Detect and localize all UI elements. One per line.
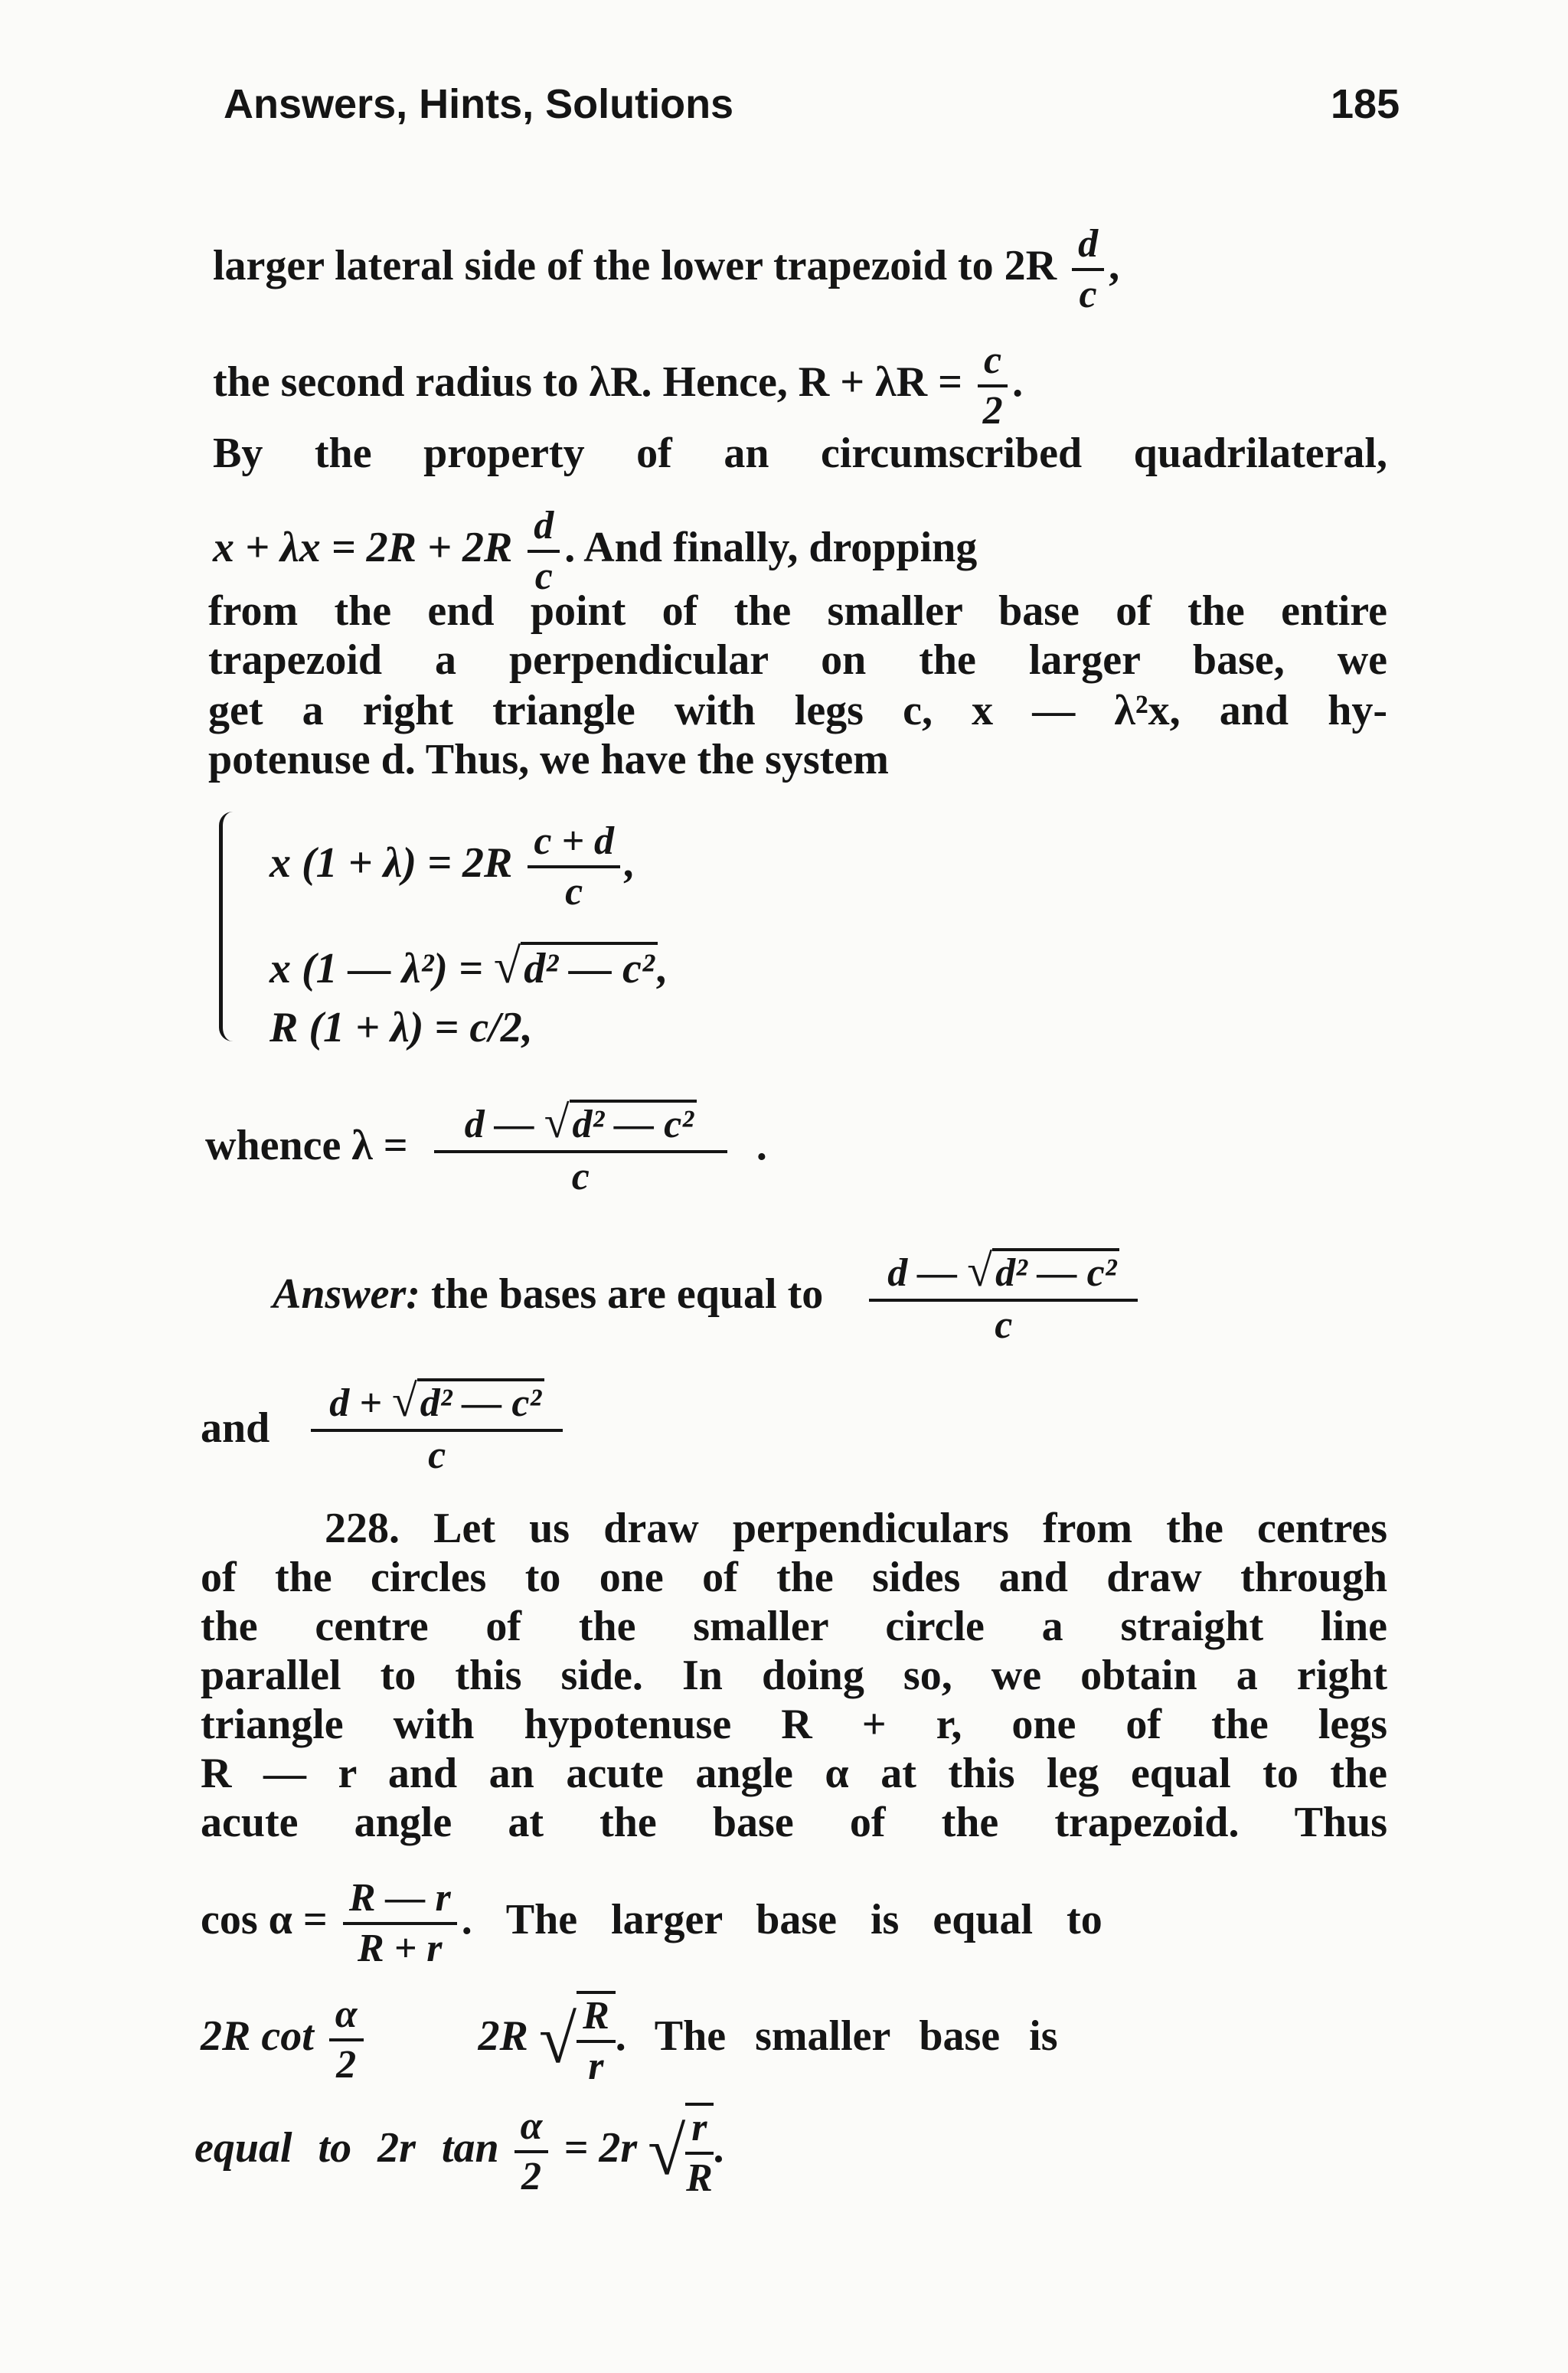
text-line-2: the second radius to λR. Hence, R + λR = $\frac{c}{2}$ .: [213, 338, 1024, 433]
p228-line-4: parallel to this side. In doing so, we obtain a right: [201, 1652, 1387, 1699]
p228-line-2: of the circles to one of the sides and draw through: [201, 1554, 1387, 1601]
running-title: Answers, Hints, Solutions: [224, 81, 734, 127]
fraction-answer-2: $\frac{\text{d + √d² — c²}}{c}$: [311, 1378, 563, 1478]
text-line-1: larger lateral side of the lower trapezoid to 2R $\frac{d}{c}$ ,: [213, 222, 1120, 316]
fraction-answer-1: $\frac{\text{d — √d² — c²}}{c}$: [869, 1248, 1138, 1348]
p228-line-6: R — r and an acute angle α at this leg equal to the: [201, 1750, 1387, 1797]
fraction-lambda: $\frac{\text{d — √d² — c²}}{c}$: [434, 1100, 727, 1199]
fraction-d-over-c-2: $\frac{d}{c}$: [528, 504, 560, 599]
fraction-c-over-2: $\frac{c}{2}$: [978, 338, 1008, 433]
page-number: 185: [1331, 81, 1400, 127]
text-line-6: trapezoid a perpendicular on the larger base, we: [208, 636, 1387, 684]
answer-label: Answer:: [273, 1270, 420, 1318]
system-brace: [219, 812, 240, 1041]
sqrt-d2-c2: √d² — c²: [494, 942, 658, 993]
fraction-alpha-over-2-b: $\frac{\alpha}{2}$: [514, 2104, 549, 2199]
text-line-3: By the property of an circumscribed quadrilateral,: [213, 430, 1387, 477]
text-line-7: get a right triangle with legs c, x — λ²x, and hy-: [208, 687, 1387, 734]
sqrt-R-over-r: √ $\frac{R}{r}$: [539, 1991, 616, 2089]
p228-line-3: the centre of the smaller circle a straight line: [201, 1603, 1387, 1650]
p228-line-7: acute angle at the base of the trapezoid. Thus: [201, 1799, 1387, 1846]
system-eq-1: x (1 + λ) = 2R $\frac{c + d}{c}$ ,: [270, 819, 636, 914]
text-line-4: x + λx = 2R + 2R $\frac{d}{c}$ . And finally, dropping: [213, 504, 978, 598]
cot-line: 2R cot $\frac{\alpha}{2}$ 2R √ $\frac{R}{r}$ . The smaller base is: [201, 1992, 1058, 2088]
whence-line: whence λ = $\frac{\text{d — √d² — c²}}{c}$ .: [205, 1097, 767, 1198]
cos-line: cos α = $\frac{R — r}{R + r}$ . The larger base is equal to: [201, 1876, 1102, 1970]
system-eq-3: R (1 + λ) = c/2,: [270, 1004, 533, 1051]
answer-and-line: and $\frac{\text{d + √d² — c²}}{c}$: [201, 1378, 567, 1478]
tan-line: equal to 2r tan $\frac{\alpha}{2}$ = 2r √ $\frac{r}{R}$ .: [194, 2104, 724, 2200]
p228-line-1: 228. Let us draw perpendiculars from the centres: [325, 1505, 1387, 1552]
text-line-8: potenuse d. Thus, we have the system: [208, 736, 889, 783]
text-line-5: from the end point of the smaller base of the entire: [208, 587, 1387, 635]
sqrt-r-over-R: √ $\frac{r}{R}$: [648, 2103, 713, 2201]
fraction-alpha-over-2: $\frac{\alpha}{2}$: [329, 1992, 364, 2087]
answer-line: Answer: the bases are equal to $\frac{\text{d — √d² — c²}}{c}$: [273, 1248, 1142, 1348]
fraction-d-over-c: $\frac{d}{c}$: [1072, 222, 1104, 317]
fraction-c-plus-d-over-c: $\frac{c + d}{c}$: [528, 819, 620, 914]
system-eq-2: x (1 — λ²) = √d² — c²,: [270, 939, 668, 993]
p228-line-5: triangle with hypotenuse R + r, one of the legs: [201, 1701, 1387, 1748]
fraction-cos-alpha: $\frac{R — r}{R + r}$: [343, 1876, 457, 1971]
